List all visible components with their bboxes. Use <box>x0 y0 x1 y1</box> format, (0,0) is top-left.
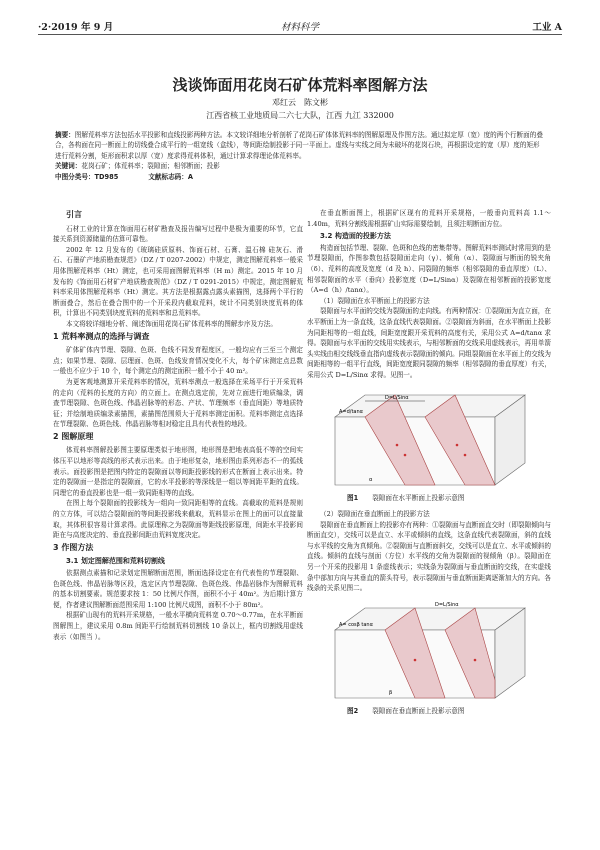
fig1-marker <box>456 443 459 446</box>
fig2-marker <box>414 659 417 662</box>
affiliation: 江西省核工业地质局二六七大队，江西 九江 332000 <box>206 111 394 120</box>
keywords-text: 花岗石矿；体荒料率；裂隙面；相邻断面；投影 <box>81 162 220 171</box>
fig1-label-alpha: α <box>369 476 373 483</box>
figure-2-number: 图2 <box>347 706 359 715</box>
section-3-2-paragraph-3: 裂隙面在垂直断面上的投影亦有两种：①裂隙面与直断面直交时（即裂隙倾向与断面直交），交线可以是直立、水平或倾斜的直线，这条直线代表裂隙面，斜的直线与水平线的交角为真倾角。②裂隙面与直断面斜交，交线可以是直立、水平或倾斜的直线。倾斜的直线与剖面（方位）水平线的交角为裂隙面的视倾角（β）。裂隙面在另一个开采的投影用 1 条虚线表示；实线条为裂隙面与垂直断面的交线，在实虚线条中部加方向与其垂直的箭头符号，表示裂隙面与垂直断面距离逐渐加大的方向。各线条的关系见图二。 <box>307 520 551 593</box>
section-1-paragraph-1: 矿体矿体内节理、裂隙、色斑、色线不同发育程度区，一般均应有三至三个测定点；如果节理、裂隙、层理面、色斑、色线发育情况变化不大，每个矿床测定点总数一般也不应少于 10 个，每个测定点的测定面积一般不小于 40 m²。 <box>53 346 303 376</box>
abstract <box>55 130 545 161</box>
abstract-label: 摘要： <box>55 131 75 139</box>
figure-1-caption <box>347 493 551 504</box>
fig2-label-a: A= cosβ tanα <box>339 621 373 628</box>
classification-row <box>55 172 545 182</box>
right-column <box>307 208 551 722</box>
section-3-2-item-1: （1）裂隙面在水平断面上的投影方法 <box>320 296 430 305</box>
fig2-marker <box>474 659 477 662</box>
section-1-heading: 1 荒料率测点的选择与调查 <box>53 331 150 341</box>
abstract-block <box>55 130 545 182</box>
section-1-paragraph-2: 为更客观地测算开采荒料率的情况，荒料率测点一般选择在采场平行于开采荒料的走向（荒料的长度的方向）的立面上。在测点选定前，先对立面进行地质编录，调查节理裂隙、色斑色线、伟晶岩脉等的形态、产状、节理频率（垂直间距）等地质特征；并绘制地质编录素描图，素描图范围须大于荒料率测定面积。荒料率测定点选择在节理裂隙、色斑色线、伟晶岩脉等相对稳定且具有代表性的地段。 <box>53 377 303 429</box>
fig1-marker <box>396 443 399 446</box>
section-3-1-paragraph-1: 依据测点素描和记录划定图解断面范围，断面选择设定在有代表性的节理裂隙、色斑色线、伟晶岩脉等区段，选定区内节理裂隙、色斑色线、伟晶岩脉作为图解荒料的基本切割要素。规范要求按 1：50 比例尺作图，面积不小于 40m²。为后期计算方便，作者建议图解断面范围采用 1:100 比例尺成图，面积不小于 80m²。 <box>53 569 303 609</box>
authors: 邓红云 陈文彬 <box>272 98 328 107</box>
doc-code: 文献标志码：A <box>148 172 193 181</box>
right-paragraph-continued: 在垂直断面图上，根据矿区现有的荒料开采规格，一般垂向荒料高 1.1～1.40m，荒料分割线需根据矿山实际需要绘制，且须注明断面方位。 <box>307 209 551 228</box>
fig1-marker <box>404 453 407 456</box>
intro-paragraph-3: 本文将较详细地分析、阐述饰面用花岗石矿体荒料率的图解步序及方法。 <box>66 319 277 328</box>
intro-paragraph-1: 石材工业的计算在饰面用石材矿勘查及报告编写过程中是极为重要的环节，它直接关系到资源储量的估算可靠性。 <box>53 224 303 244</box>
fig2-label-beta: β <box>389 689 393 696</box>
section-3-1-heading: 3.1 划定图解范围和荒料切割线 <box>66 557 165 566</box>
section-3-1-paragraph-2: 根据矿山现有的荒料开采规格，一般水平横向荒料宽 0.70～0.77m，在水平断面图解图上，建议采用 0.8m 间距平行绘制荒料切割线 10 条以上，框内切割线用虚线表示（如图当 ）。 <box>53 611 303 641</box>
header-issue: ·2·2019 年 9 月 <box>38 22 114 33</box>
fig2-label-d: D=L/Sinα <box>435 601 459 608</box>
section-3-heading: 3 作图方法 <box>53 542 94 552</box>
figure-1 <box>307 387 551 491</box>
section-2-paragraph-1: 体荒料率图解投影图主要原理类似于地形图，地形图是把地表高低不等的空间实体压平以地形等高线的形式表示出来。由于地形复杂，地形图由系列形态不一的弧线表示。面投影图是把图内特定的裂隙面以等间距投影线的形式在断面上表示出来。特定的裂隙面一是指定的裂隙面，它的水平投影的等深线是一组以等间距平距的直线。同理它的垂直投影也是一组一致同距相等的直线。 <box>53 446 303 497</box>
figure-2-diagram <box>325 600 535 704</box>
figure-2-caption <box>347 706 551 717</box>
header-journal: 材料科学 <box>280 22 319 33</box>
running-header <box>38 16 562 35</box>
intro-paragraph-2: 2002 年 12 月发布的《玻璃硅质原料、饰面石材、石膏、温石棉 硅灰石、滑石、石墨矿产地质勘查规范》（DZ / T 0207-2002）中规定，测定图解荒料率一般采用体图解荒料率（Ht）测定，也可采用面图解荒料率（H m）测定。2015 年 10 月发布的《饰面用石材矿产地质勘查规范》（DZ / T 0291-2015）中规定，测定图解荒料率采用体图解荒料率（Ht）测定。其方法是根据露点露头素描图，选择两个平行的断面叠合，然后在叠合图中的一个开采段内截取荒料，统计不同类别块度荒料的体积，计算出不同类别块度荒料的荒料率和总荒料率。 <box>53 245 303 318</box>
section-3-2-paragraph-1: 构造面包括节理、裂隙、色斑和色线的密集带等。图解荒料率测试时常用到的是节理裂隙面，作图参数包括裂隙面走向（γ）、倾角（α）、裂隙面与断面的锐夹角（δ）、荒料的高度及宽度（d 及 h）、同裂隙的频率（相邻裂隙的垂直厚度）（L）、相邻裂隙面的水平（垂向）投影宽度（D=L/Sinα）及裂隙在相邻断面的投影宽度（A=d（h）/tanα）。 <box>307 243 551 295</box>
figure-2-caption-text: 裂隙面在垂直断面上投影示意图 <box>372 706 465 715</box>
abstract-text: 图解荒料率方法包括水平投影和直线投影两种方法。本文较详细地分析剖析了花岗石矿体体荒料率的图解原理及作图方法。通过拟定厚（宽）度的两个行断面的叠合，各构面在同一断面上的切线叠合成平行的一组宽线（盒线），等间距绘制投影于同一平面上。虚线与实线之间为未破坏的花岗石块，再根据设定的宽（厚）度的矩形进行荒料分割，矩形面积求以厚（宽）度求得荒料体积，通过计算求得理论体荒料率。 <box>55 131 543 160</box>
section-2-heading: 2 图解原理 <box>53 431 94 441</box>
figure-1-caption-text: 裂隙面在水平断面上投影示意图 <box>372 493 465 502</box>
fig1-marker <box>464 453 467 456</box>
paper-title: 浅谈饰面用花岗石矿体荒料率图解方法 <box>172 76 428 94</box>
fig1-label-d: D=L/Sinα <box>385 394 409 401</box>
fig1-label-a: A=d/tanα <box>339 408 363 415</box>
keywords <box>55 161 545 171</box>
section-2-paragraph-2: 在图上每个裂隙面的投影线为一组向一致同距相等的直线。高截取的荒料是规则的立方体，可以结合裂隙面的等间距投影线来截取，荒料显示在图上的面可以直接量取，其体积很容易计算求得。此原理称之为裂隙面等距线投影原理，间距水平投影间距在与高度决定的、垂直投影间距由荒料宽度决定。 <box>53 499 303 540</box>
section-3-2-item-2: （2）裂隙面在垂直断面上的投影方法 <box>320 510 430 519</box>
figure-1-diagram <box>325 387 535 491</box>
figure-2 <box>307 600 551 704</box>
section-3-2-heading: 3.2 构造面的投影方法 <box>320 232 391 241</box>
left-column <box>53 208 303 642</box>
header-section: 工业 A <box>532 22 562 33</box>
section-3-2-paragraph-2: 裂隙面与水平面的交线为裂隙面的走向线。有两种情况：①裂隙面为直立面，在水平断面上为一条直线，这条直线代表裂隙面。②裂隙面为斜面，在水平断面上投影为同距相等的一组直线，间距宽度跟开采荒料的高度有关，采用公式 A=d/tanα 求得。裂隙面与水平面的交线用实线表示，与相邻断面的交线采用虚线表示，再用单箭头实线由相交线线垂直指向虚线表示裂隙面的倾向。同组裂隙面在水平面上的交线为间距相等的一组平行直线，间距宽度跟同裂隙的频率（相邻裂隙的垂直厚度）有关，采用公式 D=L/Sinα 求得。见图一。 <box>307 307 551 379</box>
figure-1-number: 图1 <box>347 493 359 502</box>
keywords-label: 关键词： <box>55 162 82 171</box>
clc-code: 中图分类号：TD985 <box>55 172 119 181</box>
intro-heading: 引言 <box>66 210 82 219</box>
